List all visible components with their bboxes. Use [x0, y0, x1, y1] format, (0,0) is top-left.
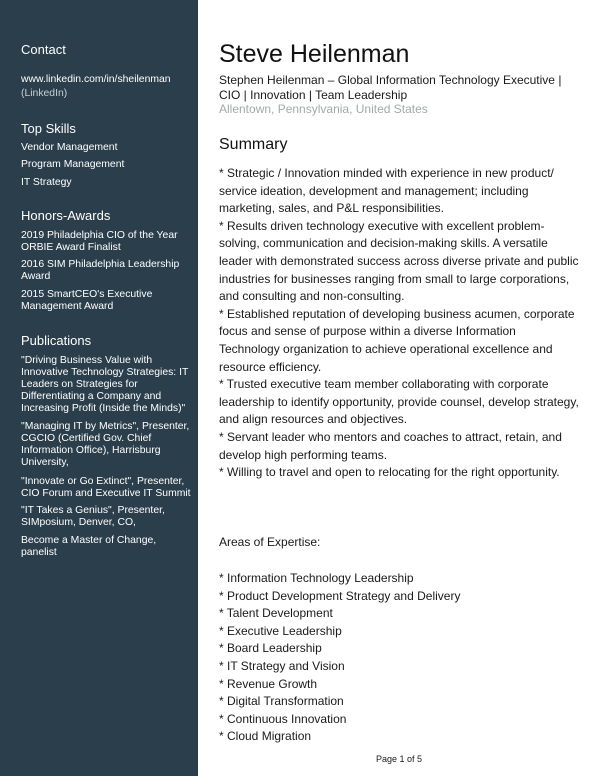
summary-paragraph: * Strategic / Innovation minded with experience in new product/ service ideation, development and management; including marketing, sales, and P&L responsibilities. — [219, 166, 554, 216]
honor-item: 2019 Philadelphia CIO of the Year ORBIE Award Finalist — [21, 230, 178, 253]
publication-item: "IT Takes a Genius", Presenter, SIMposium, Denver, CO, — [21, 505, 165, 528]
summary-paragraph: * Servant leader who mentors and coaches to attract, retain, and develop high performing teams. — [219, 429, 562, 462]
areas-list — [219, 570, 559, 746]
areas-heading: Areas of Expertise: — [219, 535, 321, 549]
profile-location: Allentown, Pennsylvania, United States — [219, 102, 428, 116]
list-item: * Cloud Migration — [219, 729, 312, 744]
list-item: * Product Development Strategy and Delivery — [219, 588, 461, 603]
list-item: * Information Technology Leadership — [219, 571, 414, 585]
list-item: * Revenue Growth — [219, 676, 318, 691]
profile-name: Steve Heilenman — [219, 40, 410, 68]
page-number: Page 1 of 5 — [376, 754, 423, 764]
contact-heading: Contact — [21, 42, 66, 57]
publication-item: "Driving Business Value with Innovative Technology Strategies: IT Leaders on Strategies for Differentiating a Company and Increasing Profit (Inside the Minds)" — [21, 355, 189, 414]
linkedin-label: (LinkedIn) — [21, 88, 68, 99]
skill-item: Vendor Management — [21, 142, 118, 153]
summary-paragraph: * Trusted executive team member collaborating with corporate leadership to identify opportunity, provide counsel, develop strategy, and align resources and objectives. — [219, 377, 579, 427]
skill-item: IT Strategy — [21, 177, 72, 188]
summary-paragraph: * Willing to travel and open to relocating for the right opportunity. — [219, 465, 560, 480]
honors-heading: Honors-Awards — [21, 208, 111, 223]
summary-paragraph: * Established reputation of developing business acumen, corporate focus and sense of purpose within a diverse Information Technology organization to achieve operational excellence and resource efficiency. — [219, 306, 575, 374]
publication-item: "Managing IT by Metrics", Presenter, CGCIO (Certified Gov. Chief Information Office), Harrisburg University, — [21, 421, 190, 468]
honor-item: 2015 SmartCEO's Executive Management Award — [21, 289, 153, 312]
summary-paragraph: * Results driven technology executive with excellent problem-solving, communication and decision-making skills. A versatile leader with demonstrated success across diverse private and public industries for businesses ranging from small to large corporations, and consulting and non-consulting. — [219, 218, 579, 304]
honor-item: 2016 SIM Philadelphia Leadership Award — [21, 259, 180, 282]
list-item: * IT Strategy and Vision — [219, 658, 345, 673]
sidebar — [0, 0, 198, 776]
publications-heading: Publications — [21, 333, 92, 348]
list-item: * Continuous Innovation — [219, 711, 347, 726]
top-skills-heading: Top Skills — [21, 121, 76, 136]
publication-item: Become a Master of Change, panelist — [21, 535, 157, 558]
summary-heading: Summary — [219, 136, 288, 153]
skill-item: Program Management — [21, 159, 125, 170]
publication-item: "Innovate or Go Extinct", Presenter, CIO Forum and Executive IT Summit — [21, 476, 191, 499]
profile-headline: Stephen Heilenman – Global Information Technology Executive | CIO | Innovation | Team Leadership — [219, 73, 562, 102]
summary-text — [219, 165, 579, 482]
list-item: * Board Leadership — [219, 641, 322, 656]
linkedin-link[interactable]: www.linkedin.com/in/sheilenman — [21, 74, 171, 85]
list-item: * Talent Development — [219, 606, 333, 621]
list-item: * Executive Leadership — [219, 623, 342, 638]
list-item: * Digital Transformation — [219, 694, 344, 709]
